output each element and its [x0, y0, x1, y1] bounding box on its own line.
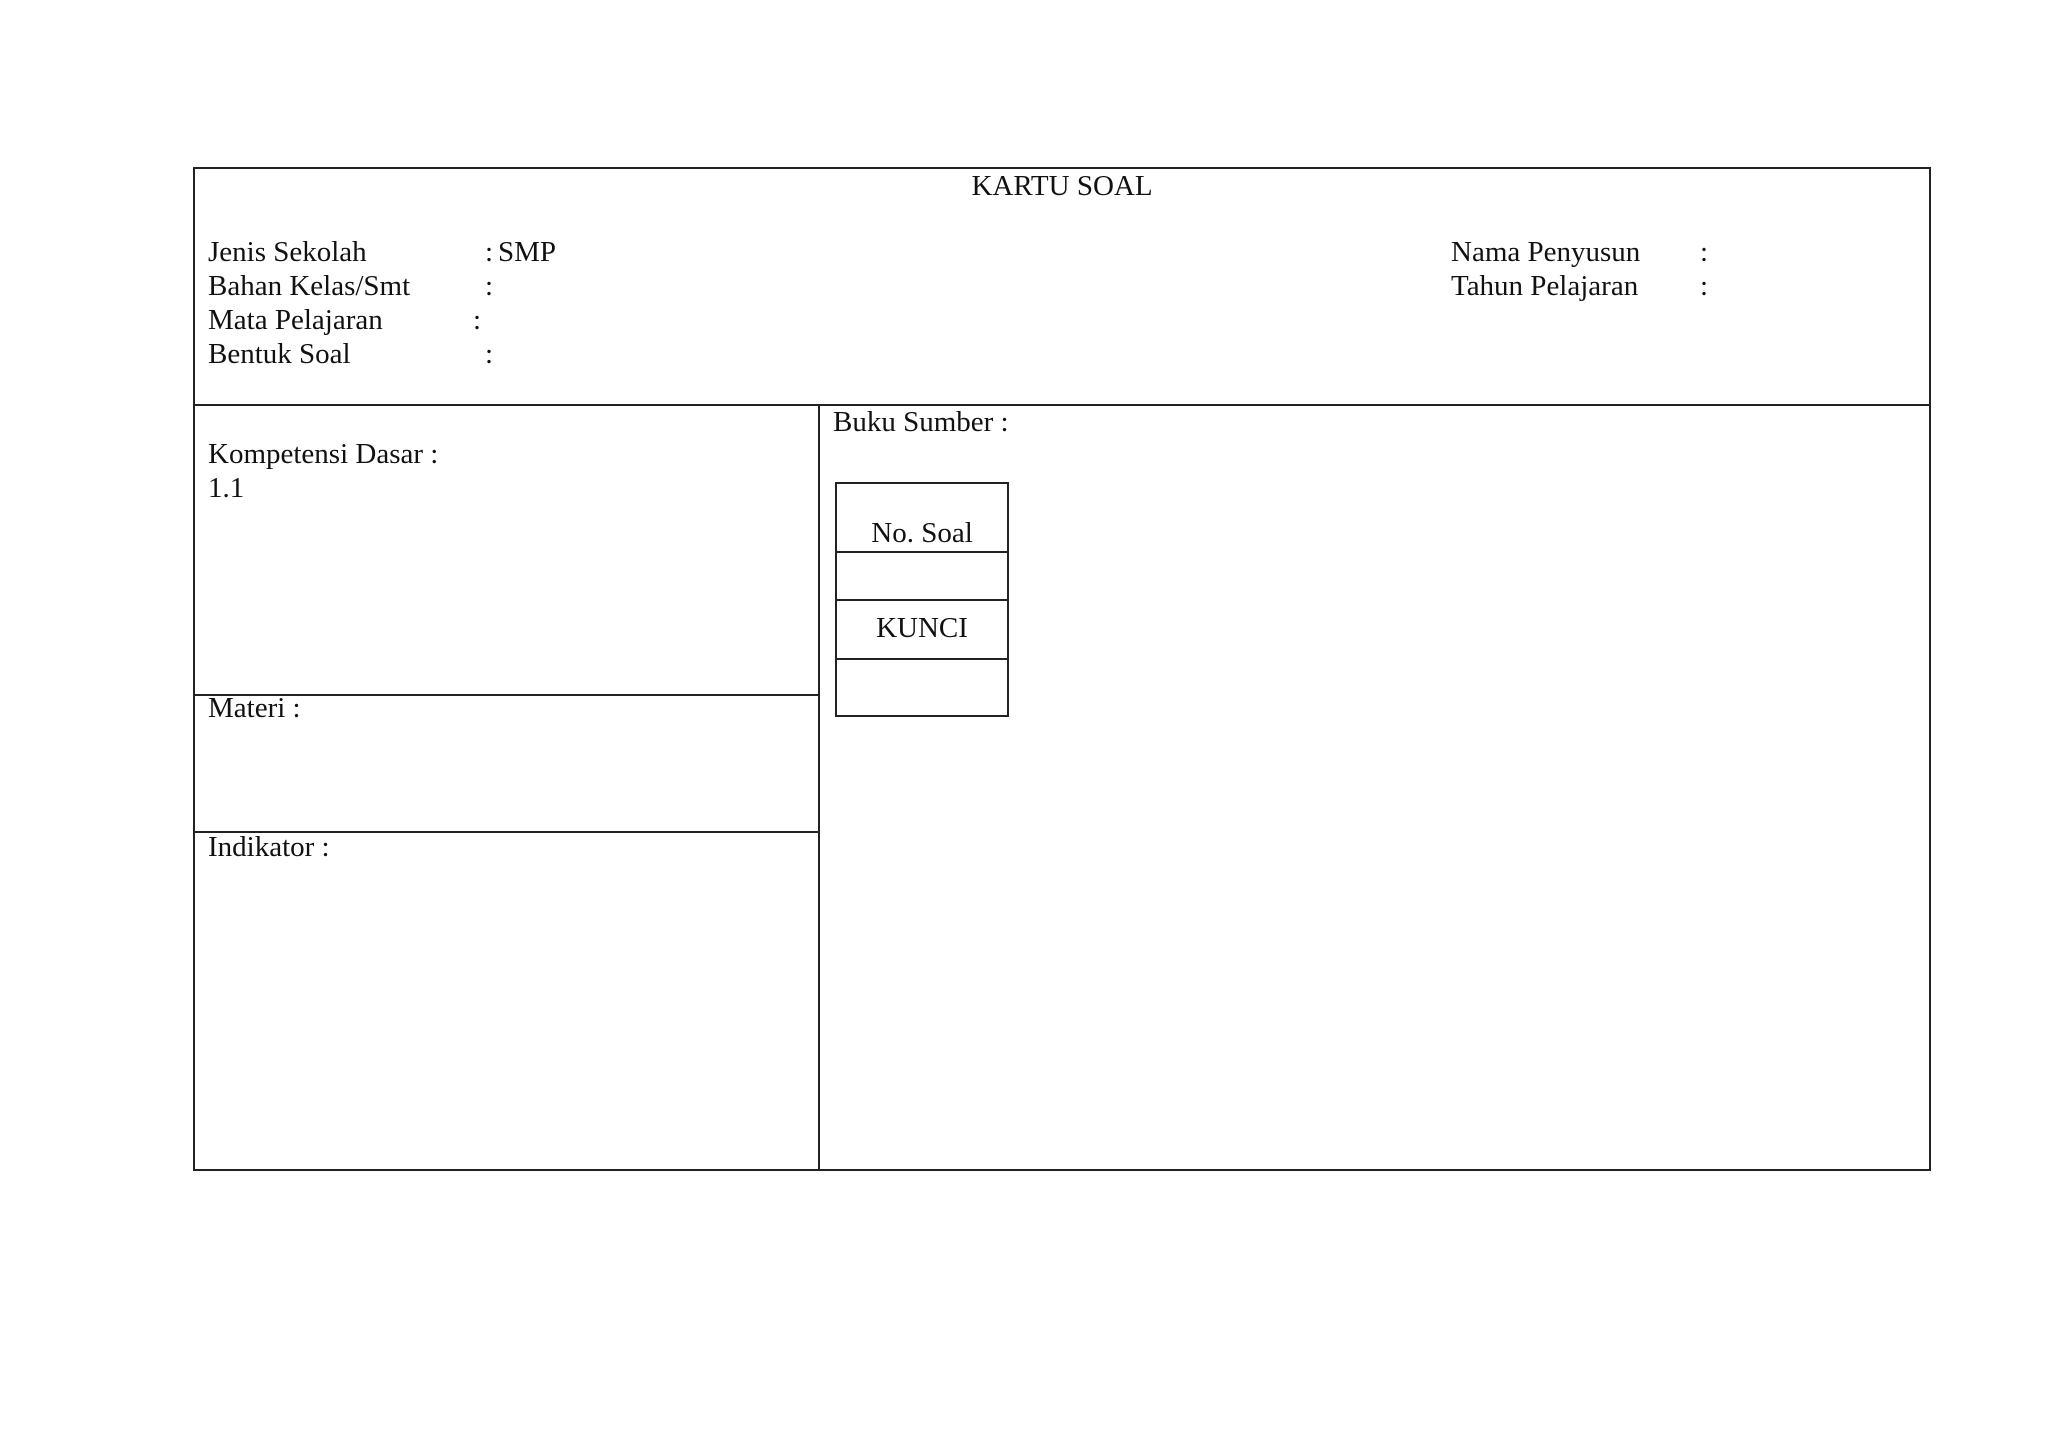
header-divider — [195, 404, 1929, 406]
field-label-bentuk-soal: Bentuk Soal — [208, 338, 351, 370]
field-colon-tahun-pelajaran: : — [1700, 270, 1709, 302]
no-soal-kunci-table — [835, 482, 1009, 717]
indikator-label: Indikator : — [208, 831, 330, 863]
kartu-soal-card — [193, 167, 1931, 1171]
materi-label: Materi : — [208, 692, 301, 724]
field-label-mata-pelajaran: Mata Pelajaran — [208, 304, 383, 336]
field-label-nama-penyusun: Nama Penyusun — [1451, 236, 1641, 268]
field-label-tahun-pelajaran: Tahun Pelajaran — [1451, 270, 1639, 302]
kunci-label: KUNCI — [876, 612, 968, 644]
field-label-bahan-kelas: Bahan Kelas/Smt — [208, 270, 411, 302]
buku-sumber-label: Buku Sumber : — [833, 406, 1009, 438]
kompetensi-dasar-value: 1.1 — [208, 472, 245, 504]
field-value-jenis-sekolah: SMP — [498, 236, 557, 268]
kunci-header-divider — [837, 658, 1007, 660]
field-label-jenis-sekolah: Jenis Sekolah — [208, 236, 367, 268]
field-colon-bahan-kelas: : — [485, 270, 494, 302]
card-title: KARTU SOAL — [971, 170, 1153, 202]
no-soal-kunci-divider — [837, 599, 1007, 601]
field-colon-bentuk-soal: : — [485, 338, 494, 370]
field-colon-nama-penyusun: : — [1700, 236, 1709, 268]
column-divider — [818, 404, 820, 1171]
kompetensi-dasar-label: Kompetensi Dasar : — [208, 438, 439, 470]
no-soal-header-divider — [837, 551, 1007, 553]
field-colon-mata-pelajaran: : — [473, 304, 482, 336]
no-soal-label: No. Soal — [871, 517, 973, 549]
field-colon-jenis-sekolah: : — [485, 236, 494, 268]
